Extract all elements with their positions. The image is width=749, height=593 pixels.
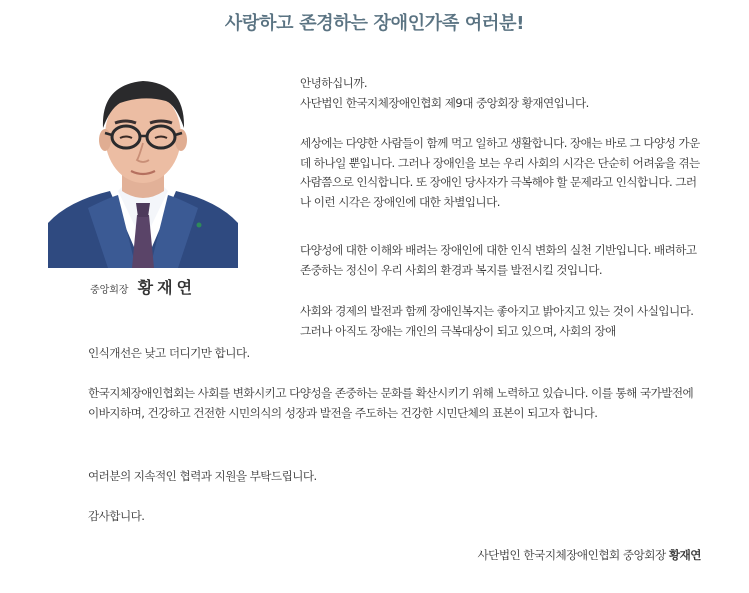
president-portrait xyxy=(48,73,238,268)
president-role: 중앙회장 xyxy=(89,285,129,296)
paragraph-understanding: 다양성에 대한 이해와 배려는 장애인에 대한 인식 변화의 실천 기반입니다. 배려하고 존중하는 정신이 우리 사회의 환경과 복지를 발전시킬 것입니다. xyxy=(300,243,697,277)
signature-org: 사단법인 한국지체장애인협회 중앙회장 xyxy=(477,548,666,562)
portrait-caption xyxy=(48,275,238,298)
paragraph-association: 한국지체장애인협회는 사회를 변화시키고 다양성을 존중하는 문화를 확산시키기 위해 노력하고 있습니다. 이를 통해 국가발전에 이바지하며, 건강하고 건전한 시민의식의 성장과 발전을 주도하는 건강한 시민단체의 표본이 되고자 합니다. xyxy=(88,386,694,420)
signature xyxy=(477,547,701,563)
paragraph-diversity: 세상에는 다양한 사람들이 함께 먹고 일하고 생활합니다. 장애는 바로 그 다양성 가운데 하나일 뿐입니다. 그러나 장애인을 보는 우리 사회의 시각은 단순히 어려움을 겪는 사람쯤으로 인식합니다. 또 장애인 당사자가 극복해야 할 문제라고 인식합니다. 그러나 이런 시각은 장애인에 대한 차별입니다. xyxy=(300,136,700,209)
paragraph-request: 여러분의 지속적인 협력과 지원을 부탁드립니다. xyxy=(88,469,317,483)
signature-name: 황재연 xyxy=(668,548,701,562)
paragraph-welfare-continued: 인식개선은 낮고 더디기만 합니다. xyxy=(88,346,250,360)
president-name: 황재연 xyxy=(137,278,197,297)
paragraph-thanks: 감사합니다. xyxy=(88,509,145,523)
greeting-line-1: 안녕하십니까. xyxy=(300,76,368,90)
page-title: 사랑하고 존경하는 장애인가족 여러분! xyxy=(224,13,525,34)
paragraph-welfare: 사회와 경제의 발전과 함께 장애인복지는 좋아지고 밝아지고 있는 것이 사실입니다. 그러나 아직도 장애는 개인의 극복대상이 되고 있으며, 사회의 장애 xyxy=(300,304,694,338)
greeting-line-2: 사단법인 한국지체장애인협회 제9대 중앙회장 황재연입니다. xyxy=(300,96,589,110)
